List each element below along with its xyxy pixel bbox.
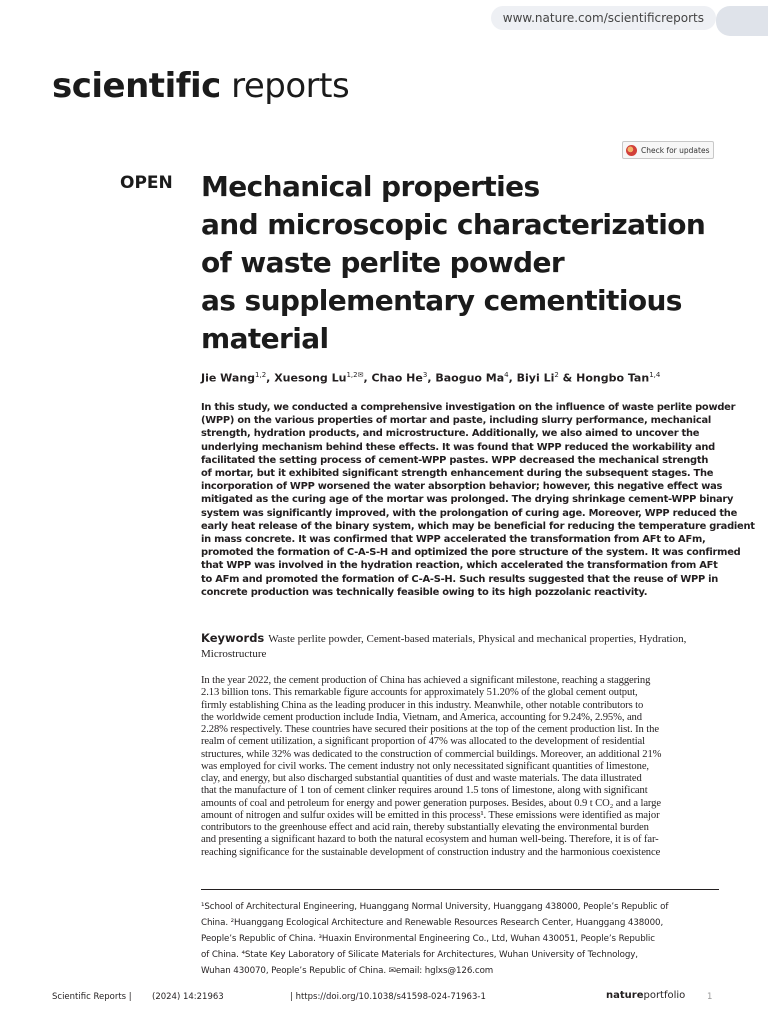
- keywords-label: Keywords: [201, 631, 265, 645]
- journal-name-light: reports: [231, 66, 350, 106]
- journal-url[interactable]: www.nature.com/scientificreports: [491, 6, 716, 30]
- affiliation-line: China. ²Huanggang Ecological Architecture and Renewable Resources Research Center, Huanggang 438000,: [201, 918, 664, 928]
- author-affiliation-sup: 1,4: [649, 371, 661, 379]
- author-affiliation-sup: 2: [554, 371, 559, 379]
- brand-light: portfolio: [643, 990, 686, 1001]
- body-line: firmly establishing China as the leading producer in this industry. Meanwhile, other notable contributors to: [201, 699, 644, 711]
- affiliation-line: Wuhan 430070, People’s Republic of China. ✉email: hglxs@126.com: [201, 966, 494, 976]
- abstract-line: (WPP) on the various properties of mortar and paste, including slurry performance, mechanical: [201, 415, 711, 427]
- author-name[interactable]: Jie Wang: [201, 371, 256, 385]
- body-line: reaching significance for the sustainable development of construction industry and the harmonious coexistence: [201, 846, 661, 858]
- abstract-line: that WPP was involved in the hydration reaction, which accelerated the transformation from AFt: [201, 560, 718, 572]
- nature-portfolio-logo: [606, 990, 685, 1001]
- author-affiliation-sup: 1,2: [255, 371, 267, 379]
- author-name[interactable]: Biyi Li: [516, 371, 555, 385]
- abstract-line: underlying mechanism behind these effects. It was found that WPP reduced the workability and: [201, 441, 715, 453]
- abstract-line: mitigated as the curing age of the mortar was prolonged. The drying shrinkage cement-WPP binary: [201, 494, 734, 506]
- author-name[interactable]: Hongbo Tan: [576, 371, 650, 385]
- footer-journal: Scientific Reports |: [52, 992, 132, 1002]
- abstract-line: facilitated the setting process of cement-WPP pastes. WPP decreased the mechanical strength: [201, 454, 709, 466]
- footer-volume: (2024) 14:21963: [152, 992, 224, 1002]
- body-line: realm of cement utilization, a significant proportion of 47% was allocated to the development of residential: [201, 736, 645, 748]
- abstract-line: early heat release of the binary system, which may be beneficial for reducing the temperature gradient: [201, 520, 755, 532]
- open-access-label: OPEN: [120, 173, 173, 193]
- body-line: 2.13 billion tons. This remarkable figure accounts for approximately 51.20% of the global cement output,: [201, 687, 638, 699]
- author-name[interactable]: Xuesong Lu: [274, 371, 347, 385]
- affiliation-line: of China. ⁴State Key Laboratory of Silicate Materials for Architectures, Wuhan University of Technology,: [201, 950, 638, 960]
- footer-doi-link[interactable]: | https://doi.org/10.1038/s41598-024-71963-1: [290, 992, 486, 1002]
- body-line: was employed for civil works. The cement industry not only necessitated significant quantities of limestone,: [201, 760, 649, 772]
- affiliation-line: ¹School of Architectural Engineering, Huanggang Normal University, Huanggang 438000, People’s Republic of: [201, 902, 669, 912]
- author-affiliation-sup: 3: [422, 371, 428, 379]
- check-for-updates-button[interactable]: [622, 141, 714, 159]
- article-title: [201, 168, 721, 358]
- title-line: Mechanical properties: [201, 170, 540, 203]
- body-line: clay, and energy, but also discharged substantial quantities of dust and waste materials. The data illustrated: [201, 773, 642, 784]
- abstract-line: concrete production was technically feasible owing to its high pozzolanic reactivity.: [201, 586, 648, 598]
- author-name[interactable]: Baoguo Ma: [435, 371, 505, 385]
- abstract-line: incorporation of WPP worsened the water absorption behavior; however, this negative effect was: [201, 481, 723, 493]
- keywords: [201, 631, 719, 662]
- abstract-line: in mass concrete. It was confirmed that WPP accelerated the transformation from AFt to AFm,: [201, 534, 706, 546]
- body-line: amounts of coal and petroleum for energy and power generation purposes. Besides, about 0.9 t CO₂ and a large: [201, 797, 661, 809]
- body-line: contributors to the greenhouse effect and acid rain, thereby substantially elevating the environmental burden: [201, 822, 649, 833]
- title-line: material: [201, 322, 329, 355]
- abstract-line: of mortar, but it exhibited significant strength enhancement during the subsequent stages. The: [201, 468, 714, 480]
- abstract-line: promoted the formation of C-A-S-H and optimized the pore structure of the system. It was confirmed: [201, 547, 741, 559]
- author-affiliation-sup: 1,2✉: [346, 371, 364, 379]
- affiliation-line: People’s Republic of China. ³Huaxin Environmental Engineering Co., Ltd, Wuhan 430051, People’s Republic: [201, 934, 655, 944]
- body-line: 2.28% respectively. These countries have secured their positions at the top of the cement production list. In the: [201, 724, 659, 735]
- title-line: and microscopic characterization: [201, 208, 706, 241]
- keywords-text: Waste perlite powder, Cement-based materials, Physical and mechanical properties, Hydration, Microstructure: [201, 633, 687, 660]
- title-line: of waste perlite powder: [201, 246, 565, 279]
- body-line: and presenting a significant hazard to both the natural ecosystem and human well-being. Therefore, it is of far-: [201, 834, 659, 846]
- journal-name-bold: scientific: [52, 66, 221, 106]
- body-line: amount of nitrogen and sulfur oxides will be emitted in this process¹. These emissions were identified as major: [201, 809, 660, 821]
- brand-bold: nature: [606, 990, 644, 1001]
- abstract-line: to AFm and promoted the formation of C-A-S-H. Such results suggested that the reuse of WPP in: [201, 573, 719, 585]
- author-name[interactable]: Chao He: [371, 371, 423, 385]
- crossmark-icon: [626, 145, 637, 156]
- check-for-updates-label: Check for updates: [641, 145, 710, 155]
- body-line: that the manufacture of 1 ton of cement clinker requires around 1.5 tons of limestone, along with significant: [201, 785, 648, 797]
- title-line: as supplementary cementitious: [201, 284, 682, 317]
- abstract-line: system was significantly improved, with the prolongation of curing age. Moreover, WPP reduced the: [201, 507, 738, 519]
- footnote-divider: [201, 889, 719, 890]
- abstract-line: strength, hydration products, and microstructure. Additionally, we also aimed to uncover the: [201, 428, 700, 440]
- abstract: [201, 401, 755, 599]
- body-line: structures, while 32% was dedicated to the construction of commercial buildings. Moreover, an additional 21%: [201, 748, 662, 760]
- author-list: Jie Wang$^{1,2}$, Xuesong $Lu^{1,2✉}$, Chao He$^3$, Baoguo Ma$^4$, Biyi Li$^2$ & Hongbo Tan$^{1,4}$: [201, 371, 661, 385]
- journal-logo: [52, 66, 349, 106]
- abstract-line: In this study, we conducted a comprehensive investigation on the influence of waste perlite powder: [201, 402, 736, 413]
- url-bar-decoration: [716, 6, 768, 36]
- affiliations: [201, 899, 719, 979]
- author-affiliation-sup: 4: [504, 371, 509, 379]
- page-number: 1: [707, 992, 713, 1002]
- body-line: In the year 2022, the cement production of China has achieved a significant milestone, reaching a staggering: [201, 675, 651, 686]
- body-text: [201, 675, 719, 859]
- body-line: the worldwide cement production include India, Vietnam, and America, accounting for 9.24%, 2.95%, and: [201, 711, 642, 723]
